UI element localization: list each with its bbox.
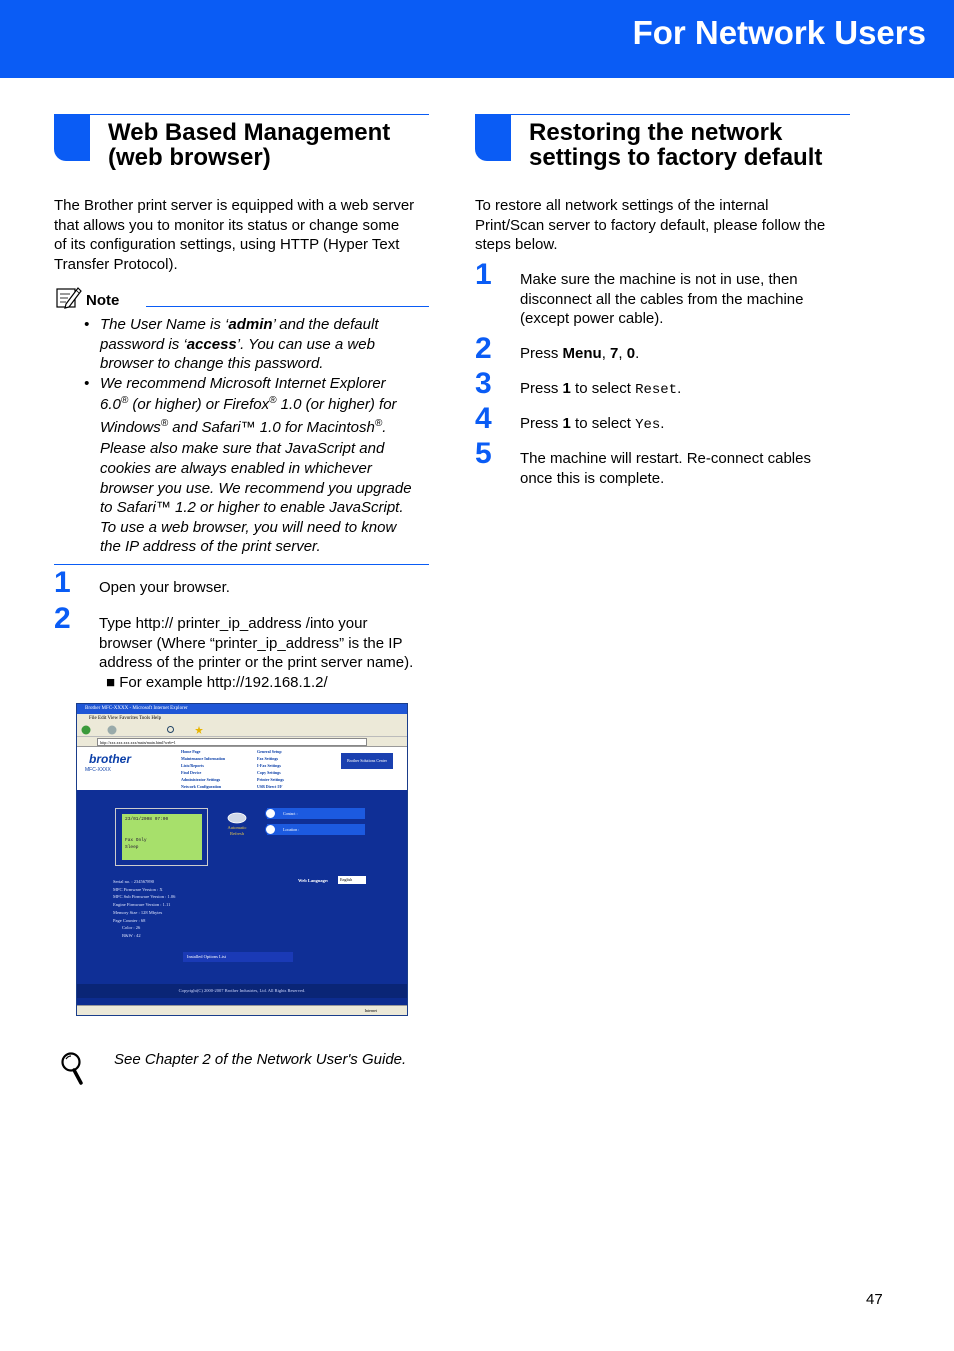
nav-link: Lists/Reports (181, 763, 204, 768)
favorites-icon (195, 726, 203, 734)
right-title-line2: settings to factory default (529, 144, 823, 171)
copyright-bar: Copyright(C) 2000-2007 Brother Industries, Ltd. All Rights Reserved. (77, 984, 407, 998)
step-number: 1 (54, 566, 71, 599)
nav-link: Copy Settings (257, 770, 281, 775)
nav-column-1 (181, 748, 225, 790)
note-line: We recommend Microsoft Internet Explorer (100, 374, 386, 392)
step-text: Press Menu, 7, 0. (520, 345, 640, 362)
step-number: 4 (475, 402, 492, 435)
info-line: B&W : 42 (113, 932, 141, 938)
page-number: 47 (866, 1291, 883, 1308)
section-tab-marker (54, 114, 90, 161)
left-intro-line: that allows you to monitor its status or change some (54, 216, 400, 234)
nav-link: I-Fax Settings (257, 763, 281, 768)
browser-menu-bar: File Edit View Favorites Tools Help (77, 714, 407, 723)
note-line: To use a web browser, you will need to know (100, 518, 397, 536)
nav-link: Fax Settings (257, 756, 278, 761)
note-line: browser you use. We recommend you upgrade (100, 479, 412, 497)
section-rule (475, 114, 850, 115)
step-text: Press 1 to select Yes. (520, 415, 665, 433)
left-title-line2: (web browser) (108, 144, 271, 171)
note-heading (56, 286, 429, 310)
device-info (113, 878, 175, 940)
browser-toolbar (77, 723, 407, 737)
refresh-label: Automatic (227, 825, 247, 830)
step-number: 3 (475, 367, 492, 400)
info-line: MFC Sub Firmware Version : 1.06 (113, 894, 176, 900)
step-line: browser (Where “printer_ip_address” is the IP (99, 634, 403, 652)
step-text: Press 1 to select Reset. (520, 380, 682, 398)
step-text (520, 270, 850, 329)
lcd-line (125, 823, 199, 830)
search-icon (167, 726, 175, 734)
right-section-title (529, 120, 822, 170)
magnifier-icon (60, 1052, 84, 1086)
step-number: 2 (475, 332, 492, 365)
right-intro-line: steps below. (475, 236, 558, 254)
nav-link: Find Device (181, 770, 202, 775)
left-title-line1: Web Based Management (108, 119, 391, 146)
model-label: MFC-XXXX (85, 767, 111, 773)
web-language-label: Web Language: (298, 878, 329, 883)
forward-icon (107, 725, 117, 735)
left-section-heading (54, 114, 429, 176)
tip-text: See Chapter 2 of the Network User's Guide. (114, 1051, 407, 1068)
info-line: Color : 26 (113, 925, 141, 931)
browser-address-bar (77, 737, 407, 747)
step-text (520, 449, 850, 488)
lcd-display (122, 814, 202, 860)
web-header (77, 747, 407, 790)
step-line: Type http:// printer_ip_address /into your (99, 615, 368, 632)
contact-label: Contact : (283, 811, 298, 816)
note-line: the IP address of the print server. (100, 538, 321, 556)
step-line: address of the printer or the print server name). (99, 654, 414, 672)
note-line: cookies are always enabled in whichever (100, 459, 372, 477)
info-line: MFC Firmware Version : X (113, 886, 163, 892)
right-title-line1: Restoring the network (529, 119, 783, 146)
info-line: Engine Firmware Version : 1.11 (113, 902, 171, 908)
location-icon (265, 824, 276, 835)
note-line: password is ‘access’. You can use a web (100, 335, 375, 353)
header-title: For Network Users (632, 14, 926, 51)
browser-title-bar: Brother MFC-XXXX - Microsoft Internet Explorer (77, 704, 407, 714)
section-rule (54, 114, 429, 115)
step-number: 2 (54, 602, 71, 635)
note-bullet-2 (84, 374, 429, 557)
left-intro (54, 196, 434, 274)
step-line: disconnect all the cables from the machine (520, 290, 804, 308)
right-intro-line: Print/Scan server to factory default, please follow the (475, 216, 826, 234)
step-text (99, 614, 434, 692)
note-bottom-rule (54, 564, 429, 565)
nav-link: USB Direct I/F (257, 784, 283, 789)
right-intro-line: To restore all network settings of the internal (475, 197, 769, 214)
right-intro (475, 196, 855, 255)
step-line: once this is complete. (520, 469, 665, 487)
language-select: English (338, 876, 366, 884)
solutions-center-badge: Brother Solutions Center (341, 753, 393, 769)
note-line: Please also make sure that JavaScript and (100, 440, 385, 458)
right-section-heading (475, 114, 850, 176)
note-line: to Safari™ 1.2 or higher to enable JavaScript. (100, 499, 404, 517)
location-label: Location : (283, 827, 300, 832)
nav-link: General Setup (257, 749, 282, 754)
note-label: Note (86, 292, 120, 309)
lcd-line: Fax Only (125, 838, 147, 843)
header-bar (0, 0, 954, 78)
address-input: http://xxx.xxx.xxx.xxx/main/main.html?web=1 (97, 738, 367, 746)
note-pencil-icon (56, 286, 82, 310)
contact-bar (267, 808, 365, 819)
back-icon (81, 725, 91, 735)
nav-link: Maintenance Information (181, 756, 226, 761)
step-line: (except power cable). (520, 310, 664, 328)
browser-status-bar (77, 1005, 407, 1016)
left-intro-line: Transfer Protocol). (54, 255, 178, 273)
note-bullet-1 (84, 315, 429, 374)
nav-link: Network Configuration (181, 784, 222, 789)
location-bar (267, 824, 365, 835)
section-tab-marker (475, 114, 511, 161)
note-line: The User Name is ‘admin’ and the default (100, 316, 379, 333)
step-number: 1 (475, 258, 492, 291)
note-line: Windows® and Safari™ 1.0 for Macintosh®. (100, 418, 387, 437)
contact-icon (265, 808, 276, 819)
brand-logo: brother (89, 752, 131, 766)
lcd-line: 23/01/2008 07:00 (125, 817, 169, 822)
nav-link: Printer Settings (257, 777, 284, 782)
step-text: Open your browser. (99, 579, 230, 596)
auto-refresh (222, 812, 252, 837)
note-line: browser to change this password. (100, 355, 324, 373)
info-line: Memory Size : 128 Mbytes (113, 909, 163, 915)
note-list (84, 315, 429, 557)
web-management-screenshot (76, 703, 408, 1016)
refresh-disc-icon (227, 812, 247, 824)
lcd-line (125, 830, 199, 837)
left-intro-line: of its configuration settings, using HTTP (Hyper Text (54, 236, 400, 254)
note-rule (146, 306, 429, 307)
step-line: Make sure the machine is not in use, then (520, 271, 798, 288)
step-line: The machine will restart. Re-connect cables (520, 450, 811, 467)
nav-column-2 (257, 748, 284, 790)
info-line: Page Counter : 68 (113, 917, 146, 923)
nav-link: Administrator Settings (181, 777, 221, 782)
refresh-label: Refresh (230, 831, 244, 836)
step-number: 5 (475, 437, 492, 470)
bullet-dot: • (84, 316, 90, 333)
bullet-dot: • (84, 374, 90, 392)
step-example: ■ For example http://192.168.1.2/ (106, 673, 328, 691)
left-section-title (108, 120, 390, 170)
lcd-line: Sleep (125, 845, 139, 850)
left-intro-line: The Brother print server is equipped with a web server (54, 197, 415, 214)
info-line: Serial no. : 234567890 (113, 879, 154, 884)
note-line: 6.0® (or higher) or Firefox® 1.0 (or higher) for (100, 395, 397, 414)
nav-link: Home Page (181, 749, 201, 754)
status-zone: Internet (364, 1008, 377, 1013)
installed-options: Installed Options List (183, 952, 293, 962)
